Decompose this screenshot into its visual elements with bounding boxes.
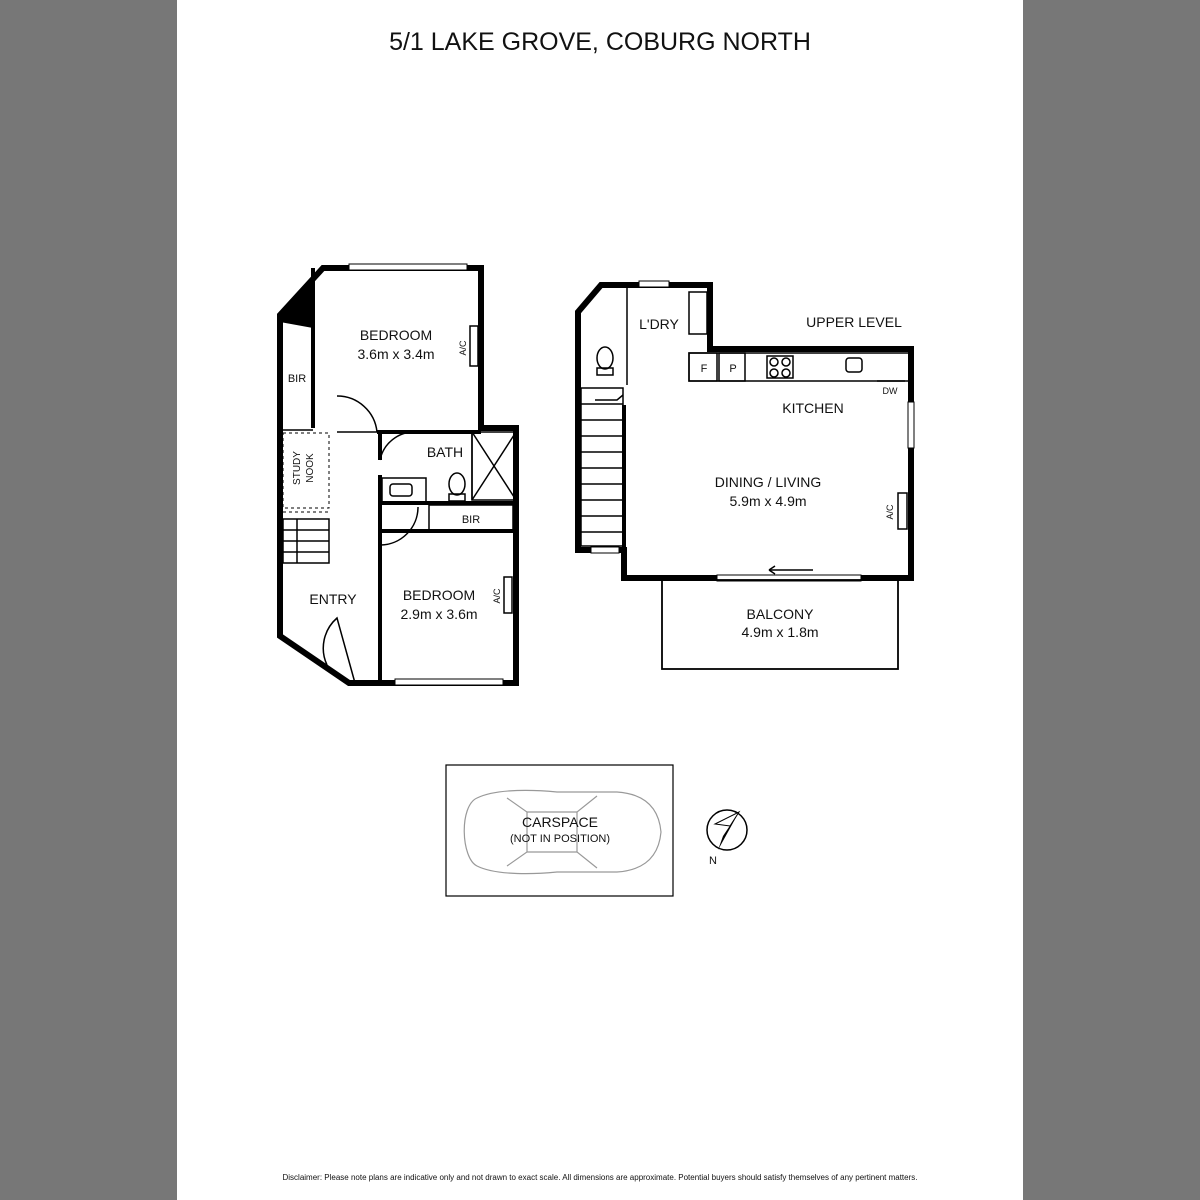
- bedroom2-window: [395, 679, 503, 685]
- plan-title: 5/1 LAKE GROVE, COBURG NORTH: [389, 28, 811, 56]
- bedroom1-ac-unit: [470, 326, 478, 366]
- living-ac-label: A/C: [885, 504, 895, 520]
- bath-door-swing: [380, 432, 415, 460]
- carspace-outline: [446, 765, 673, 896]
- bedroom2-door-swing: [380, 507, 418, 545]
- burner-a: [770, 358, 778, 366]
- bedroom1-ac-label: A/C: [458, 340, 468, 356]
- laundry-window: [639, 281, 669, 287]
- burner-d: [782, 369, 790, 377]
- toilet-bowl: [449, 473, 465, 495]
- bir1-label: BIR: [287, 373, 307, 385]
- floor-plan-diagram: [177, 0, 1023, 1200]
- lower-level-plan: [280, 264, 516, 685]
- carspace-plan: [446, 765, 673, 896]
- bedroom1-window: [349, 264, 467, 270]
- burner-c: [770, 369, 778, 377]
- upper-level-plan: [578, 281, 914, 669]
- fridge-label: F: [700, 363, 708, 375]
- entry-label: ENTRY: [309, 591, 357, 607]
- upper-level-label: UPPER LEVEL: [806, 314, 902, 330]
- bedroom2-size: 2.9m x 3.6m: [400, 606, 478, 622]
- bedroom2-ac-unit: [504, 577, 512, 613]
- study-nook-label-line2: NOOK: [305, 453, 316, 483]
- corner-fill: [280, 282, 313, 328]
- balcony-size: 4.9m x 1.8m: [741, 624, 819, 640]
- lower-stairs: [283, 512, 329, 563]
- burner-b: [782, 358, 790, 366]
- living-ac-unit: [898, 493, 907, 529]
- car-outline-icon: [464, 790, 661, 873]
- carspace-label: CARSPACE: [522, 814, 598, 830]
- compass-north-label: N: [709, 855, 717, 867]
- kitchen-label: KITCHEN: [782, 400, 844, 416]
- bir2-label: BIR: [461, 514, 481, 526]
- laundry-cabinet: [689, 292, 707, 334]
- dining-living-label: DINING / LIVING: [714, 474, 822, 490]
- kitchen-bench: [689, 353, 909, 381]
- dining-living-size: 5.9m x 4.9m: [729, 493, 807, 509]
- upper-stairs: [581, 395, 623, 532]
- vanity: [382, 478, 426, 502]
- dishwasher-label: DW: [882, 386, 898, 396]
- balcony-label: BALCONY: [746, 606, 814, 622]
- bedroom1-door-swing: [337, 396, 377, 432]
- bedroom2-ac-label: A/C: [492, 588, 502, 604]
- basin: [390, 484, 412, 496]
- disclaimer-text: Disclaimer: Please note plans are indicative only and not drawn to exact scale. All dimensions are approximate. Potential buyers should satisfy themselves of any pertinent matters.: [282, 1173, 918, 1182]
- floor-plan-sheet: [177, 0, 1023, 1200]
- upper-stairs-box: [581, 388, 623, 546]
- kitchen-sink: [846, 358, 862, 372]
- upper-toilet-bowl: [597, 347, 613, 369]
- compass-icon: [707, 810, 747, 867]
- bath-label: BATH: [426, 444, 464, 460]
- carspace-note: (NOT IN POSITION): [509, 833, 611, 845]
- bedroom1-label: BEDROOM: [359, 327, 433, 343]
- pantry-label: P: [729, 363, 737, 375]
- bedroom1-size: 3.6m x 3.4m: [357, 346, 435, 362]
- laundry-label: L'DRY: [639, 316, 679, 332]
- kitchen-window: [908, 402, 914, 448]
- study-nook-label-line1: STUDY: [292, 451, 303, 485]
- bedroom2-label: BEDROOM: [402, 587, 476, 603]
- stair-window: [591, 547, 619, 553]
